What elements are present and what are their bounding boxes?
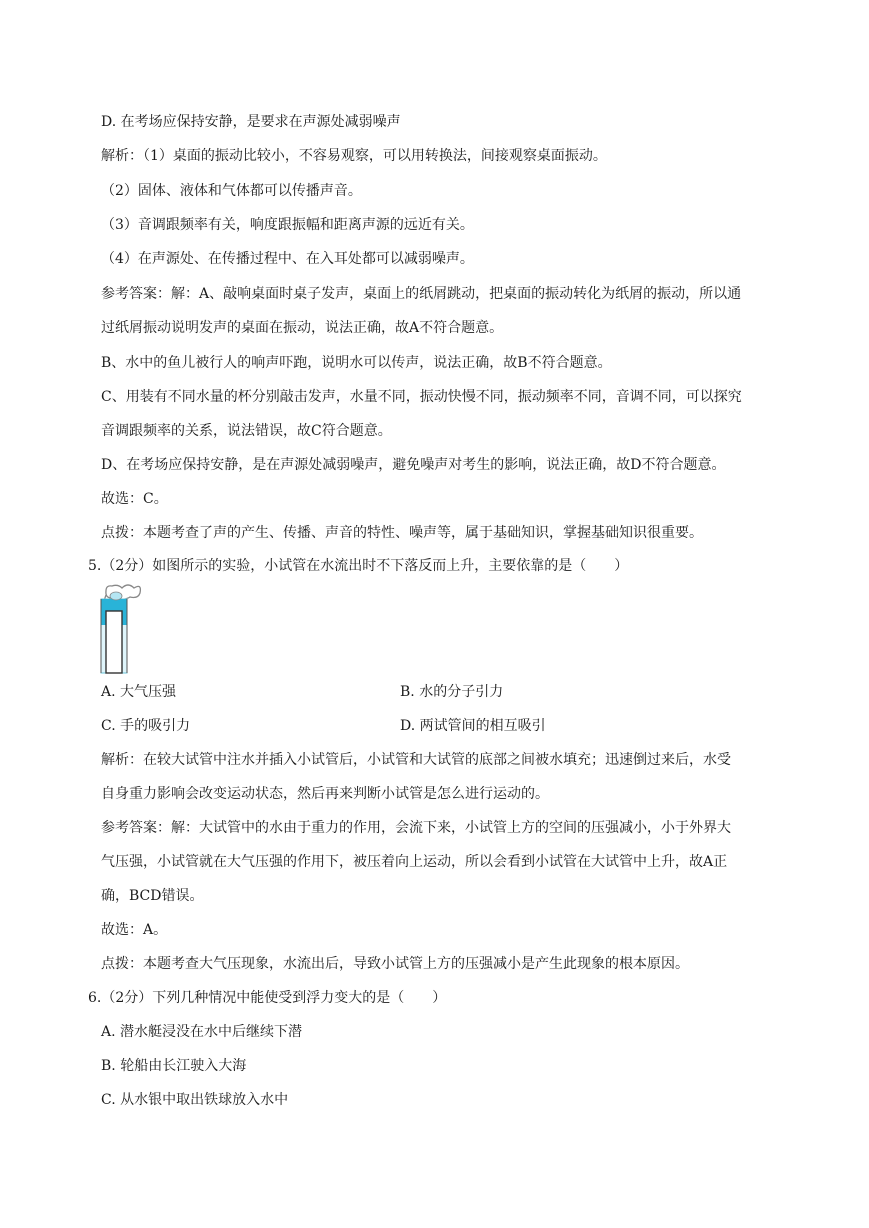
q5-answer-cont: 气压强，小试管就在大气压强的作用下，被压着向上运动，所以会看到小试管在大试管中上升，故A正 — [101, 854, 728, 870]
q5-option-b: B. 水的分子引力 — [400, 684, 504, 700]
q5-answer-cont-2: 确，BCD错误。 — [101, 888, 204, 904]
q5-choice: 故选：A。 — [101, 922, 168, 938]
q5-option-a: A. 大气压强 — [101, 684, 177, 700]
q5-analysis-cont: 自身重力影响会改变运动状态，然后再来判断小试管是怎么进行运动的。 — [101, 786, 549, 802]
test-tube-figure — [100, 583, 150, 675]
q4-tip: 点拨：本题考查了声的产生、传播、声音的特性、噪声等，属于基础知识，掌握基础知识很重要。 — [101, 525, 703, 541]
q4-answer: 参考答案：解：A、敲响桌面时桌子发声，桌面上的纸屑跳动，把桌面的振动转化为纸屑的振动，所以通 — [101, 286, 742, 302]
q5-analysis: 解析：在较大试管中注水并插入小试管后，小试管和大试管的底部之间被水填充；迅速倒过来后，水受 — [101, 752, 731, 768]
q4-answer-c: C、用装有不同水量的杯分别敲击发声，水量不同，振动快慢不同，振动频率不同，音调不同，可以探究 — [101, 389, 742, 405]
q5-answer: 参考答案：解：大试管中的水由于重力的作用，会流下来，小试管上方的空间的压强减小，小于外界大 — [101, 820, 731, 836]
q6-option-a: A. 潜水艇浸没在水中后继续下潜 — [101, 1024, 303, 1040]
q5-option-d: D. 两试管间的相互吸引 — [400, 718, 546, 734]
q4-option-d: D. 在考场应保持安静，是要求在声源处减弱噪声 — [101, 114, 401, 130]
q6-option-b: B. 轮船由长江驶入大海 — [101, 1058, 247, 1074]
q5-stem: 5.（2分）如图所示的实验，小试管在水流出时不下落反而上升，主要依靠的是（ ） — [88, 558, 629, 574]
q5-option-c: C. 手的吸引力 — [101, 718, 191, 734]
q5-tip: 点拨：本题考查大气压现象，水流出后，导致小试管上方的压强减小是产生此现象的根本原因。 — [101, 956, 689, 972]
q4-answer-d: D、在考场应保持安静，是在声源处减弱噪声，避免噪声对考生的影响，说法正确，故D不符合题意。 — [101, 457, 726, 473]
q4-analysis-point-3: （3）音调跟频率有关，响度跟振幅和距离声源的远近有关。 — [101, 217, 474, 233]
q6-stem: 6.（2分）下列几种情况中能使受到浮力变大的是（ ） — [88, 990, 447, 1006]
q4-analysis-point-2: （2）固体、液体和气体都可以传播声音。 — [101, 183, 362, 199]
q4-answer-c-cont: 音调跟频率的关系，说法错误，故C符合题意。 — [101, 423, 392, 439]
q4-answer-cont: 过纸屑振动说明发声的桌面在振动，说法正确，故A不符合题意。 — [101, 320, 504, 336]
q6-option-c: C. 从水银中取出铁球放入水中 — [101, 1092, 289, 1108]
q4-answer-b: B、水中的鱼儿被行人的响声吓跑，说明水可以传声，说法正确，故B不符合题意。 — [101, 355, 612, 371]
q4-analysis-point-4: （4）在声源处、在传播过程中、在入耳处都可以减弱噪声。 — [101, 251, 474, 267]
q4-choice: 故选：C。 — [101, 491, 168, 507]
test-tube-illustration — [100, 583, 150, 675]
q4-analysis: 解析：（1）桌面的振动比较小，不容易观察，可以用转换法，间接观察桌面振动。 — [101, 148, 607, 164]
